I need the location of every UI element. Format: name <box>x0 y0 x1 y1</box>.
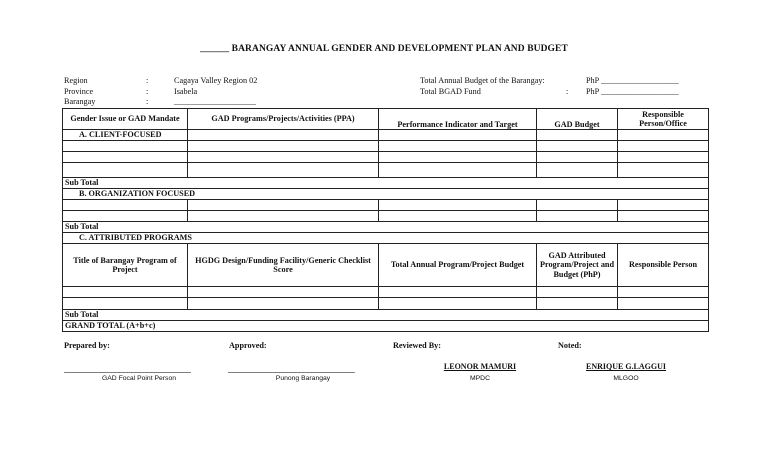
subtotal-a-label: Sub Total <box>63 178 709 189</box>
subtotal-row-c <box>63 310 709 321</box>
table-row <box>63 200 709 211</box>
header-responsible-person-c: Responsible Person <box>618 244 709 287</box>
table-row <box>63 211 709 222</box>
region-label: Region <box>64 76 88 85</box>
reviewer-role: MPDC <box>469 375 490 382</box>
table-header-row <box>63 109 709 130</box>
barangay-separator: : <box>146 97 149 106</box>
header-gad-budget: GAD Budget <box>537 109 618 130</box>
grand-total-label: GRAND TOTAL (A+b+c) <box>63 321 709 332</box>
noted-role: MLGOO <box>613 375 639 382</box>
header-hgdg-score: HGDG Design/Funding Facility/Generic Checklist Score <box>188 244 379 287</box>
page-title: ______ BARANGAY ANNUAL GENDER AND DEVELOPMENT PLAN AND BUDGET <box>200 44 568 54</box>
bgad-fund-separator: : <box>566 87 569 96</box>
total-budget-value: PhP ___________________ <box>586 76 679 85</box>
header-responsible-person: Responsible Person/Office <box>618 109 709 130</box>
approved-signature-line: ________________________________ <box>228 364 355 373</box>
region-separator: : <box>146 76 149 85</box>
prepared-signature-line: ________________________________ <box>64 364 191 373</box>
attributed-header-row <box>63 244 709 287</box>
section-a-label: A. CLIENT-FOCUSED <box>63 130 188 141</box>
province-value: Isabela <box>174 87 198 96</box>
header-gender-issue: Gender Issue or GAD Mandate <box>63 109 188 130</box>
section-row-organization-focused <box>63 189 709 200</box>
subtotal-row-a <box>63 178 709 189</box>
approved-label: Approved: <box>229 341 267 350</box>
section-b-label: B. ORGANIZATION FOCUSED <box>63 189 709 200</box>
subtotal-row-b <box>63 222 709 233</box>
section-row-client-focused <box>63 130 709 141</box>
grand-total-row <box>63 321 709 332</box>
noted-name: ENRIQUE G.LAGGUI <box>585 362 666 371</box>
table-row <box>63 163 709 178</box>
noted-label: Noted: <box>558 341 582 350</box>
approved-role: Punong Barangay <box>275 375 331 382</box>
province-separator: : <box>146 87 149 96</box>
province-label: Province <box>64 87 94 96</box>
section-c-label: C. ATTRIBUTED PROGRAMS <box>63 233 709 244</box>
table-row <box>63 141 709 152</box>
header-gad-attributed-budget: GAD Attributed Program/Project and Budget (PhP) <box>537 244 618 287</box>
table-row <box>63 298 709 310</box>
header-performance-indicator: Performance Indicator and Target <box>379 109 537 130</box>
header-total-annual-budget: Total Annual Program/Project Budget <box>379 244 537 287</box>
barangay-label: Barangay <box>64 97 96 106</box>
reviewed-by-label: Reviewed By: <box>393 341 441 350</box>
bgad-fund-value: PhP ___________________ <box>586 87 679 96</box>
table-row <box>63 152 709 163</box>
bgad-fund-label: Total BGAD Fund <box>420 87 481 96</box>
region-value: Cagaya Valley Region 02 <box>174 76 258 85</box>
prepared-role: GAD Focal Point Person <box>101 375 177 382</box>
header-gad-programs: GAD Programs/Projects/Activities (PPA) <box>188 109 379 130</box>
table-row <box>63 287 709 298</box>
subtotal-c-label: Sub Total <box>63 310 709 321</box>
reviewer-name: LEONOR MAMURI <box>443 362 517 371</box>
header-title-program: Title of Barangay Program of Project <box>63 244 188 287</box>
prepared-by-label: Prepared by: <box>64 341 110 350</box>
gad-plan-table <box>62 108 709 332</box>
total-budget-label: Total Annual Budget of the Barangay: <box>420 76 545 85</box>
barangay-value: ____________________ <box>174 97 256 106</box>
section-row-attributed-programs <box>63 233 709 244</box>
subtotal-b-label: Sub Total <box>63 222 709 233</box>
